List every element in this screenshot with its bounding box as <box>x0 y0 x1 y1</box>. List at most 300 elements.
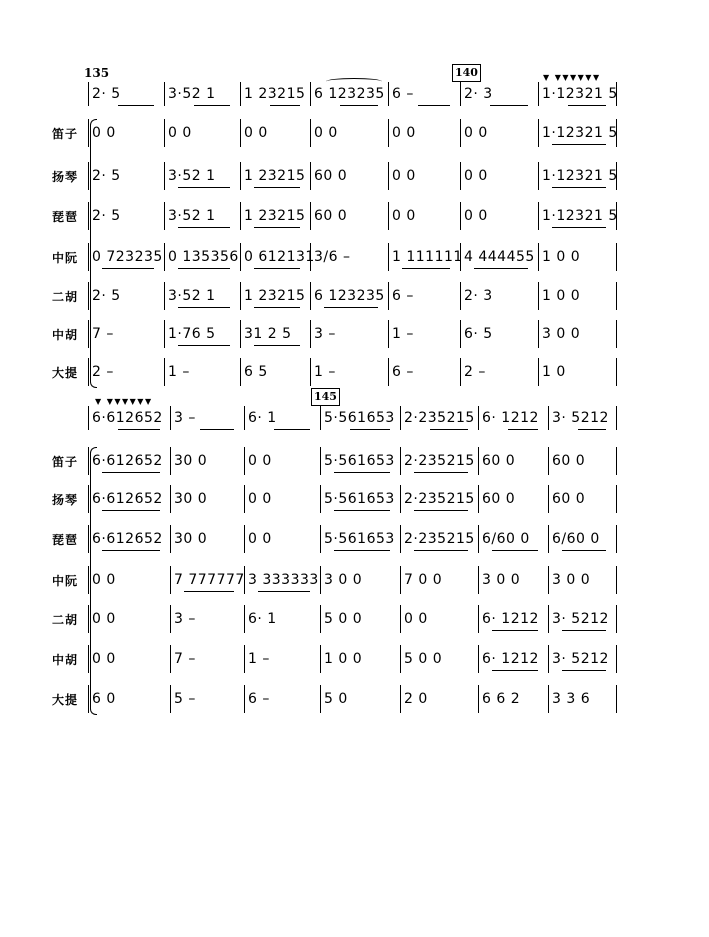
bar-line <box>320 525 321 553</box>
measure-cell: 7 0 0 <box>404 572 443 588</box>
bar-line <box>320 566 321 594</box>
measure-cell: 60 0 <box>314 168 348 184</box>
measure-cell: 0 135356 <box>168 249 239 265</box>
measure-cell: 0 0 <box>314 125 338 141</box>
bar-line <box>478 525 479 553</box>
beat-underline <box>254 307 300 308</box>
beat-underline <box>258 591 310 592</box>
bar-line <box>164 162 165 190</box>
measure-cell: 6·612652 <box>92 491 163 507</box>
instrument-row <box>0 162 709 190</box>
bar-line <box>310 82 311 106</box>
measure-cell: 2·235215 <box>404 531 475 547</box>
beat-underline <box>552 144 606 145</box>
beat-underline <box>492 630 538 631</box>
bar-line <box>320 605 321 633</box>
bar-line <box>538 82 539 106</box>
measure-cell: 60 0 <box>552 453 586 469</box>
beat-underline <box>490 105 528 106</box>
bar-line <box>460 82 461 106</box>
bar-line <box>88 645 89 673</box>
bar-line <box>320 645 321 673</box>
measure-cell: 2 – <box>92 364 114 380</box>
measure-cell: 5 0 0 <box>404 651 443 667</box>
instrument-row <box>0 447 709 475</box>
instrument-name: 大提 <box>52 366 79 380</box>
measure-cell: 3·52 1 <box>168 288 216 304</box>
measure-cell: 7 – <box>92 326 114 342</box>
bar-line <box>460 119 461 147</box>
measure-cell: 6·612652 <box>92 453 163 469</box>
measure-cell: 1·76 5 <box>168 326 216 342</box>
instrument-row <box>0 202 709 230</box>
rehearsal-mark: 140 <box>452 64 481 82</box>
beat-underline <box>414 550 468 551</box>
measure-cell: 6 5 <box>244 364 268 380</box>
bar-line <box>616 358 617 386</box>
beat-underline <box>102 472 160 473</box>
bar-line <box>240 243 241 271</box>
bar-line <box>88 566 89 594</box>
measure-cell: 0 0 <box>464 168 488 184</box>
bar-line <box>164 202 165 230</box>
measure-cell: 1·12321 5 <box>542 168 618 184</box>
beat-underline <box>562 670 606 671</box>
bar-line <box>616 202 617 230</box>
measure-cell: 6 – <box>392 288 414 304</box>
accent-marks: ▼ ▼▼▼▼▼▼ <box>95 397 153 406</box>
bar-line <box>240 82 241 106</box>
measure-cell: 2 0 <box>404 691 428 707</box>
bar-line <box>538 202 539 230</box>
measure-cell: 1 – <box>392 326 414 342</box>
bar-line <box>244 447 245 475</box>
melody-measure: 2·235215 <box>404 410 475 426</box>
measure-cell: 3 0 0 <box>482 572 521 588</box>
bar-line <box>538 243 539 271</box>
measure-cell: 2· 5 <box>92 208 121 224</box>
bar-line <box>170 485 171 513</box>
bar-line <box>310 358 311 386</box>
measure-cell: 6· 1212 <box>482 651 539 667</box>
bar-line <box>170 525 171 553</box>
measure-cell: 3/6 – <box>314 249 351 265</box>
melody-measure: 5·561653 <box>324 410 395 426</box>
bar-line <box>164 243 165 271</box>
bar-line <box>244 605 245 633</box>
bar-line <box>88 358 89 386</box>
measure-cell: 6· 1 <box>248 611 277 627</box>
measure-cell: 6· 1212 <box>482 611 539 627</box>
instrument-name: 二胡 <box>52 290 79 304</box>
beat-underline <box>324 307 378 308</box>
measure-cell: 3·52 1 <box>168 208 216 224</box>
measure-cell: 0 0 <box>248 531 272 547</box>
measure-cell: 0 0 <box>168 125 192 141</box>
instrument-name: 笛子 <box>52 127 79 141</box>
measure-cell: 2· 5 <box>92 168 121 184</box>
bar-line <box>388 82 389 106</box>
bar-line <box>310 162 311 190</box>
bar-line <box>460 243 461 271</box>
bar-line <box>170 406 171 430</box>
instrument-row <box>0 685 709 713</box>
bar-line <box>538 358 539 386</box>
slur <box>326 78 382 85</box>
melody-measure: 3· 5212 <box>552 410 609 426</box>
bar-line <box>548 525 549 553</box>
melody-measure: 2· 3 <box>464 86 493 102</box>
bar-line <box>88 243 89 271</box>
beat-underline <box>270 105 300 106</box>
beat-underline <box>200 429 234 430</box>
measure-cell: 0 0 <box>404 611 428 627</box>
measure-cell: 0 612131 <box>244 249 315 265</box>
bar-line <box>88 119 89 147</box>
bar-line <box>310 243 311 271</box>
measure-cell: 1 23215 <box>244 288 306 304</box>
measure-cell: 2· 5 <box>92 288 121 304</box>
bar-line <box>616 82 617 106</box>
bar-line <box>244 645 245 673</box>
instrument-row <box>0 320 709 348</box>
measure-cell: 6 123235 <box>314 288 385 304</box>
beat-underline <box>102 268 154 269</box>
beat-underline <box>578 429 606 430</box>
measure-cell: 5·561653 <box>324 491 395 507</box>
bar-line <box>240 358 241 386</box>
bar-line <box>538 320 539 348</box>
bar-line <box>400 485 401 513</box>
measure-cell: 5 – <box>174 691 196 707</box>
beat-underline <box>178 187 230 188</box>
bar-line <box>164 82 165 106</box>
bar-line <box>88 685 89 713</box>
melody-measure: 6· 1212 <box>482 410 539 426</box>
beat-underline <box>254 187 300 188</box>
measure-cell: 1·12321 5 <box>542 208 618 224</box>
measure-cell: 3 0 0 <box>542 326 581 342</box>
bar-line <box>478 685 479 713</box>
measure-cell: 1 – <box>314 364 336 380</box>
beat-underline <box>178 227 230 228</box>
bar-line <box>460 162 461 190</box>
bar-line <box>478 605 479 633</box>
instrument-name: 中胡 <box>52 328 79 342</box>
bar-line <box>616 685 617 713</box>
beat-underline <box>334 510 390 511</box>
bar-line <box>310 320 311 348</box>
bar-line <box>320 447 321 475</box>
beat-underline <box>552 187 606 188</box>
instrument-name: 琵琶 <box>52 533 79 547</box>
bar-line <box>240 320 241 348</box>
bar-line <box>616 406 617 430</box>
instrument-name: 二胡 <box>52 613 79 627</box>
bar-line <box>548 645 549 673</box>
bar-line <box>310 119 311 147</box>
beat-underline <box>178 345 230 346</box>
measure-cell: 1 0 0 <box>324 651 363 667</box>
measure-cell: 60 0 <box>482 491 516 507</box>
melody-measure: 6 – <box>392 86 414 102</box>
measure-cell: 3 3 6 <box>552 691 591 707</box>
measure-cell: 60 0 <box>552 491 586 507</box>
measure-number: 135 <box>84 66 110 80</box>
measure-cell: 2· 3 <box>464 288 493 304</box>
bar-line <box>88 447 89 475</box>
instrument-name: 中阮 <box>52 574 79 588</box>
instrument-name: 中胡 <box>52 653 79 667</box>
measure-cell: 1·12321 5 <box>542 125 618 141</box>
bar-line <box>310 282 311 310</box>
bar-line <box>88 485 89 513</box>
measure-cell: 6/60 0 <box>482 531 530 547</box>
beat-underline <box>194 105 230 106</box>
beat-underline <box>562 550 606 551</box>
instrument-name: 扬琴 <box>52 170 79 184</box>
measure-cell: 2·235215 <box>404 453 475 469</box>
bar-line <box>240 282 241 310</box>
bar-line <box>240 202 241 230</box>
bar-line <box>548 485 549 513</box>
measure-cell: 6 0 <box>92 691 116 707</box>
system-brace <box>90 447 97 715</box>
measure-cell: 1 – <box>168 364 190 380</box>
bar-line <box>616 645 617 673</box>
bar-line <box>400 447 401 475</box>
measure-cell: 0 0 <box>392 125 416 141</box>
bar-line <box>478 645 479 673</box>
measure-cell: 3 – <box>174 611 196 627</box>
melody-line <box>0 404 709 432</box>
system-brace <box>90 119 97 388</box>
instrument-row <box>0 566 709 594</box>
bar-line <box>538 282 539 310</box>
bar-line <box>548 566 549 594</box>
bar-line <box>240 162 241 190</box>
bar-line <box>388 119 389 147</box>
beat-underline <box>254 227 300 228</box>
beat-underline <box>118 105 154 106</box>
bar-line <box>244 485 245 513</box>
beat-underline <box>552 227 606 228</box>
bar-line <box>460 320 461 348</box>
measure-cell: 0 0 <box>248 491 272 507</box>
beat-underline <box>254 268 300 269</box>
beat-underline <box>102 510 160 511</box>
bar-line <box>616 243 617 271</box>
bar-line <box>88 320 89 348</box>
bar-line <box>388 162 389 190</box>
bar-line <box>320 485 321 513</box>
measure-cell: 3 0 0 <box>552 572 591 588</box>
measure-cell: 0 0 <box>464 208 488 224</box>
bar-line <box>88 406 89 430</box>
measure-cell: 0 0 <box>92 651 116 667</box>
beat-underline <box>184 591 234 592</box>
bar-line <box>244 685 245 713</box>
bar-line <box>170 447 171 475</box>
measure-cell: 60 0 <box>314 208 348 224</box>
measure-cell: 60 0 <box>482 453 516 469</box>
melody-measure: 3 – <box>174 410 196 426</box>
bar-line <box>478 447 479 475</box>
beat-underline <box>568 105 606 106</box>
bar-line <box>400 645 401 673</box>
bar-line <box>616 525 617 553</box>
bar-line <box>400 525 401 553</box>
bar-line <box>460 202 461 230</box>
bar-line <box>400 605 401 633</box>
bar-line <box>548 447 549 475</box>
instrument-row <box>0 243 709 271</box>
melody-measure: 1 23215 <box>244 86 306 102</box>
beat-underline <box>492 550 538 551</box>
instrument-name: 琵琶 <box>52 210 79 224</box>
beat-underline <box>178 268 230 269</box>
beat-underline <box>340 105 378 106</box>
bar-line <box>548 406 549 430</box>
bar-line <box>164 119 165 147</box>
beat-underline <box>274 429 310 430</box>
measure-cell: 3· 5212 <box>552 611 609 627</box>
measure-cell: 2 – <box>464 364 486 380</box>
measure-cell: 0 0 <box>248 453 272 469</box>
beat-underline <box>350 429 390 430</box>
measure-cell: 5·561653 <box>324 453 395 469</box>
bar-line <box>388 320 389 348</box>
melody-measure: 3·52 1 <box>168 86 216 102</box>
beat-underline <box>562 630 606 631</box>
measure-cell: 5 0 <box>324 691 348 707</box>
measure-cell: 3· 5212 <box>552 651 609 667</box>
bar-line <box>400 406 401 430</box>
bar-line <box>320 406 321 430</box>
measure-cell: 1 0 0 <box>542 288 581 304</box>
measure-cell: 3 0 0 <box>324 572 363 588</box>
bar-line <box>616 605 617 633</box>
measure-cell: 6 – <box>392 364 414 380</box>
beat-underline <box>334 472 390 473</box>
measure-cell: 6/60 0 <box>552 531 600 547</box>
bar-line <box>244 566 245 594</box>
bar-line <box>616 320 617 348</box>
bar-line <box>170 645 171 673</box>
measure-cell: 5 0 0 <box>324 611 363 627</box>
measure-cell: 0 0 <box>244 125 268 141</box>
melody-measure: 6 123235 <box>314 86 385 102</box>
bar-line <box>164 320 165 348</box>
bar-line <box>548 685 549 713</box>
measure-cell: 7 – <box>174 651 196 667</box>
instrument-row <box>0 605 709 633</box>
melody-measure: 6·612652 <box>92 410 163 426</box>
bar-line <box>170 685 171 713</box>
melody-measure: 6· 1 <box>248 410 277 426</box>
beat-underline <box>418 105 450 106</box>
bar-line <box>616 485 617 513</box>
instrument-name: 笛子 <box>52 455 79 469</box>
bar-line <box>244 406 245 430</box>
measure-cell: 1 0 <box>542 364 566 380</box>
instrument-row <box>0 645 709 673</box>
instrument-row <box>0 282 709 310</box>
measure-cell: 0 0 <box>392 208 416 224</box>
measure-cell: 6· 5 <box>464 326 493 342</box>
measure-cell: 3·52 1 <box>168 168 216 184</box>
beat-underline <box>474 268 528 269</box>
bar-line <box>478 485 479 513</box>
bar-line <box>616 447 617 475</box>
measure-cell: 0 0 <box>92 572 116 588</box>
bar-line <box>320 685 321 713</box>
bar-line <box>310 202 311 230</box>
bar-line <box>616 566 617 594</box>
bar-line <box>538 119 539 147</box>
bar-line <box>164 282 165 310</box>
measure-cell: 0 723235 <box>92 249 163 265</box>
bar-line <box>88 605 89 633</box>
bar-line <box>478 406 479 430</box>
beat-underline <box>102 550 160 551</box>
bar-line <box>170 605 171 633</box>
measure-cell: 4 444455 <box>464 249 535 265</box>
measure-cell: 3 333333 <box>248 572 319 588</box>
bar-line <box>88 162 89 190</box>
bar-line <box>400 685 401 713</box>
instrument-row <box>0 485 709 513</box>
measure-cell: 1 0 0 <box>542 249 581 265</box>
beat-underline <box>430 429 468 430</box>
measure-cell: 1 – <box>248 651 270 667</box>
measure-cell: 3 – <box>314 326 336 342</box>
measure-cell: 1 111111 <box>392 249 463 265</box>
bar-line <box>616 162 617 190</box>
bar-line <box>88 202 89 230</box>
beat-underline <box>414 510 468 511</box>
measure-cell: 6·612652 <box>92 531 163 547</box>
measure-cell: 30 0 <box>174 491 208 507</box>
instrument-name: 扬琴 <box>52 493 79 507</box>
instrument-row <box>0 119 709 147</box>
melody-measure: 2· 5 <box>92 86 121 102</box>
bar-line <box>400 566 401 594</box>
bar-line <box>460 358 461 386</box>
bar-line <box>388 202 389 230</box>
measure-cell: 5·561653 <box>324 531 395 547</box>
bar-line <box>170 566 171 594</box>
measure-cell: 7 777777 <box>174 572 245 588</box>
beat-underline <box>118 429 160 430</box>
measure-cell: 30 0 <box>174 453 208 469</box>
bar-line <box>478 566 479 594</box>
measure-cell: 6 – <box>248 691 270 707</box>
beat-underline <box>402 268 450 269</box>
instrument-row <box>0 525 709 553</box>
beat-underline <box>508 429 538 430</box>
bar-line <box>388 282 389 310</box>
measure-cell: 6 6 2 <box>482 691 521 707</box>
accent-marks: ▼ ▼▼▼▼▼▼ <box>543 73 601 82</box>
bar-line <box>616 282 617 310</box>
bar-line <box>460 282 461 310</box>
instrument-name: 大提 <box>52 693 79 707</box>
instrument-row <box>0 358 709 386</box>
beat-underline <box>254 345 300 346</box>
instrument-name: 中阮 <box>52 251 79 265</box>
measure-cell: 31 2 5 <box>244 326 292 342</box>
